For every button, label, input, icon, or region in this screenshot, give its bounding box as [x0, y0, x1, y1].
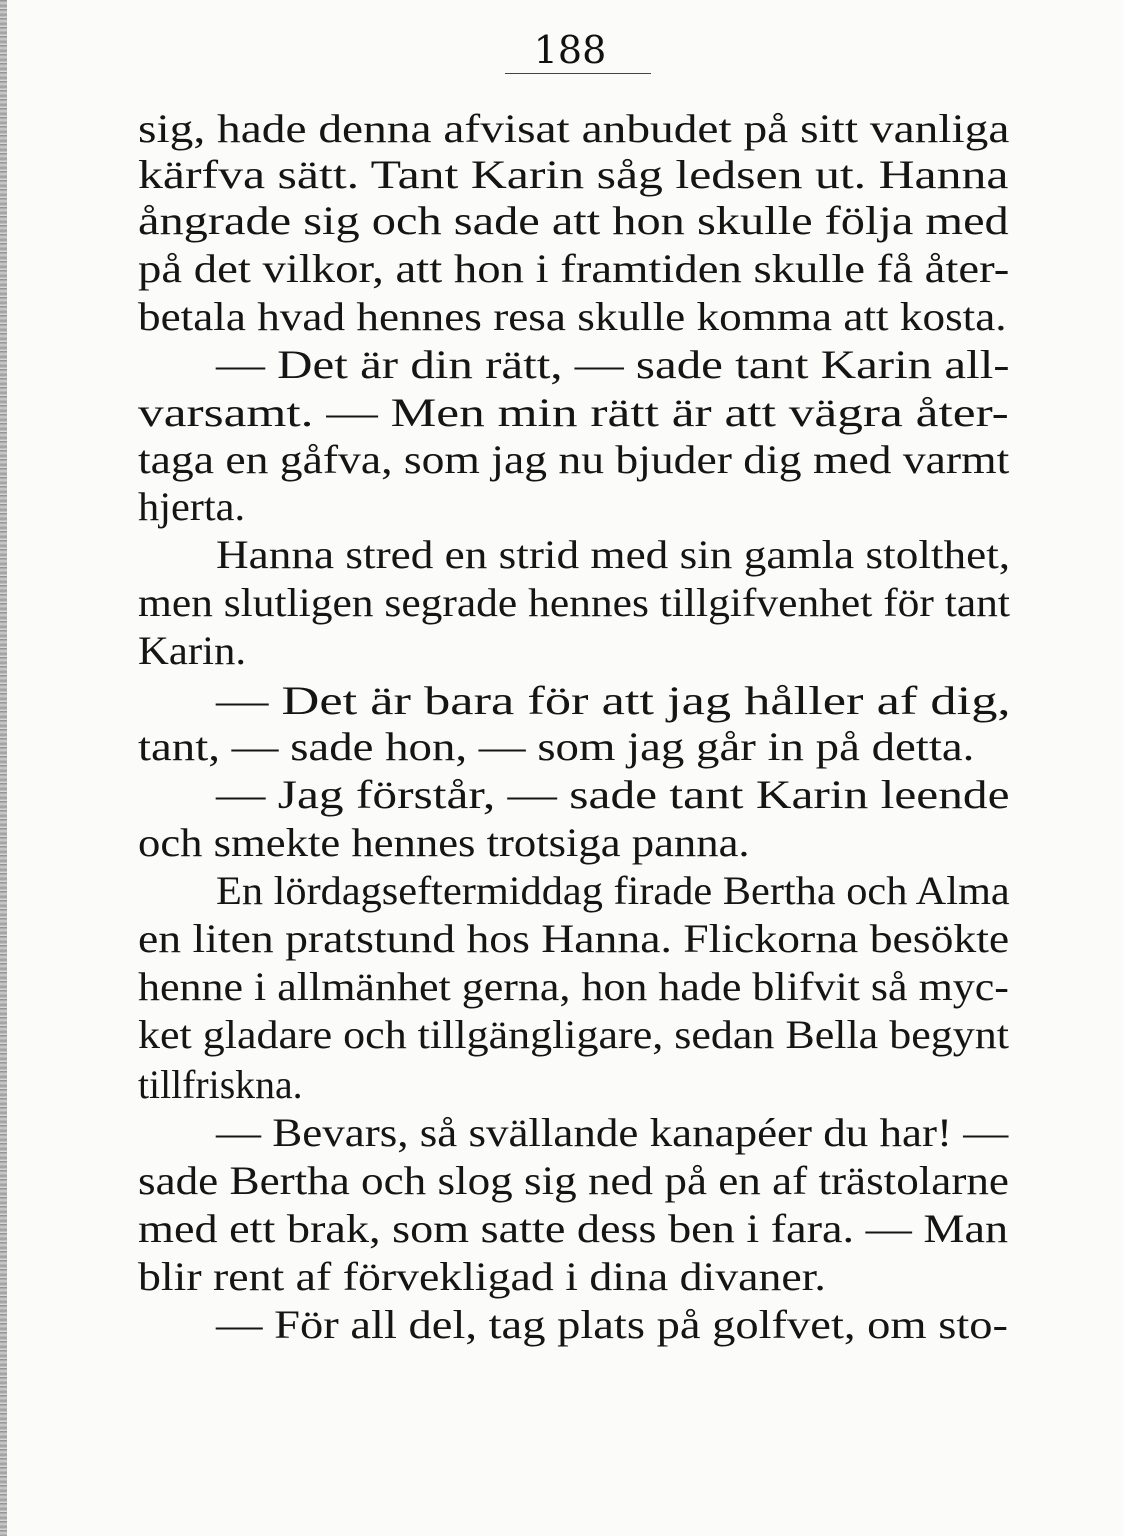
text-line: En lördagseftermiddag firade Bertha och Alma: [216, 868, 1010, 913]
text-line: med ett brak, som satte dess ben i fara. — Man: [138, 1206, 1009, 1251]
text-line: på det vilkor, att hon i framtiden skulle få åter-: [138, 246, 1010, 291]
text-line: sig, hade denna afvisat anbudet på sitt vanliga: [138, 106, 1010, 151]
header-rule: [505, 73, 651, 74]
text-line: tillfriskna.: [138, 1062, 303, 1107]
text-line: hjerta.: [138, 484, 246, 529]
text-line: men slutligen segrade hennes tillgifvenhet för tant: [138, 580, 1010, 625]
text-line: — Bevars, så svällande kanapéer du har! —: [216, 1110, 1009, 1155]
text-line: varsamt. — Men min rätt är att vägra åter-: [138, 390, 1009, 435]
text-line: blir rent af förvekligad i dina divaner.: [138, 1254, 826, 1299]
text-line: henne i allmänhet gerna, hon hade blifvit så myc-: [138, 964, 1009, 1009]
text-line: ket gladare och tillgängligare, sedan Bella begynt: [138, 1012, 1009, 1057]
text-line: Hanna stred en strid med sin gamla stolthet,: [216, 532, 1011, 577]
page-number: 188: [533, 28, 607, 72]
text-line: betala hvad hennes resa skulle komma att kosta.: [138, 294, 1007, 339]
text-line: tant, — sade hon, — som jag går in på detta.: [138, 724, 975, 769]
text-line: — För all del, tag plats på golfvet, om sto-: [216, 1302, 1008, 1347]
text-line: ångrade sig och sade att hon skulle följa med: [138, 198, 1009, 243]
text-line: taga en gåfva, som jag nu bjuder dig med varmt: [138, 437, 1010, 482]
text-line: — Jag förstår, — sade tant Karin leende: [216, 772, 1010, 817]
text-line: Karin.: [138, 628, 247, 673]
scan-edge: [0, 0, 7, 1536]
text-line: och smekte hennes trotsiga panna.: [138, 820, 750, 865]
text-line: sade Bertha och slog sig ned på en af trästolarne: [138, 1158, 1009, 1203]
text-line: en liten pratstund hos Hanna. Flickorna besökte: [138, 916, 1010, 961]
text-line: — Det är bara för att jag håller af dig,: [216, 678, 1011, 723]
text-line: kärfva sätt. Tant Karin såg ledsen ut. Hanna: [138, 152, 1009, 197]
text-line: — Det är din rätt, — sade tant Karin all-: [216, 342, 1010, 387]
